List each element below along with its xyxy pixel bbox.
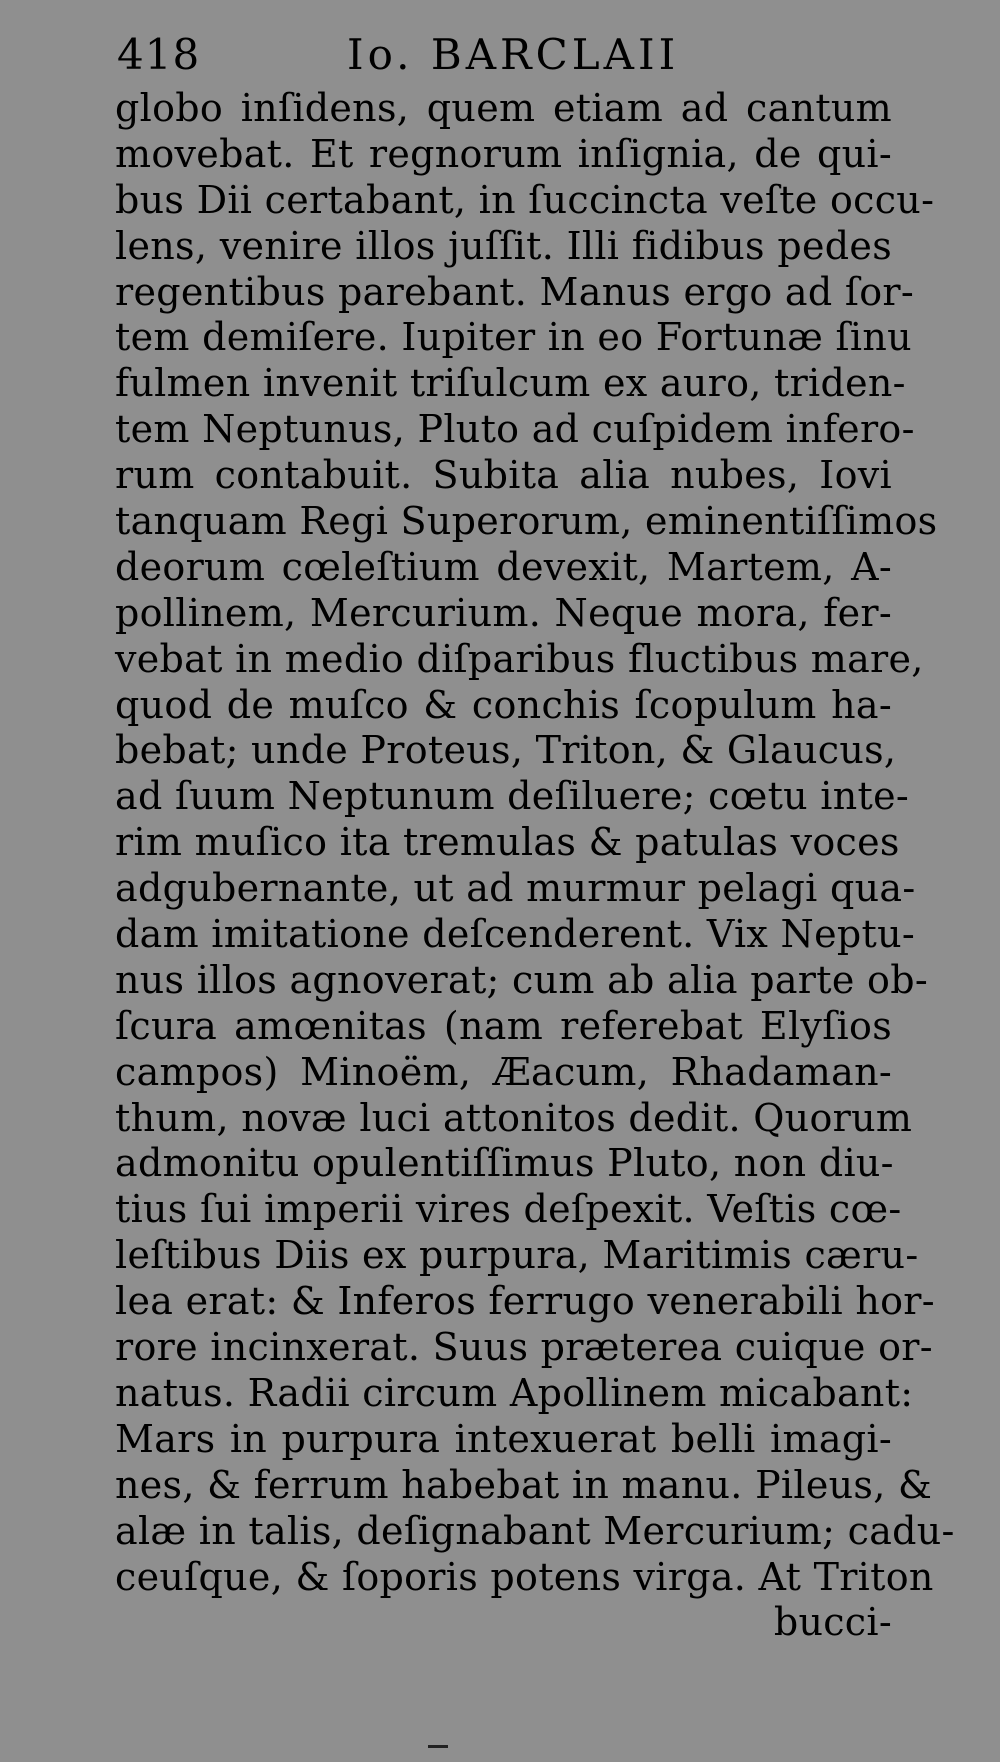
body-text [115,86,955,1646]
text-line: campos) Minoëm, Æacum, Rhadaman- [115,1049,892,1094]
text-line: tem Neptunus, Pluto ad cuſpidem infero- [115,407,915,452]
text-line: lens, venire illos juſſit. Illi fidibus pedes [115,223,892,268]
text-line: bebat; unde Proteus, Triton, & Glaucus, [115,728,897,773]
text-line: movebat. Et regnorum inſignia, de qui- [115,131,892,176]
text-line: quod de muſco & conchis ſcopulum ha- [115,682,892,727]
text-line: Mars in purpura intexuerat belli imagi- [115,1416,892,1461]
running-head: Io. BARCLAII [347,30,680,79]
page-header [117,30,857,80]
text-line: leſtibus Diis ex purpura, Maritimis cæru- [115,1233,919,1278]
text-line: bus Dii certabant, in ſuccincta veſte occu- [115,177,935,222]
text-line: fulmen invenit triſulcum ex auro, triden- [115,361,906,406]
text-line: alæ in talis, deſignabant Mercurium; cadu- [115,1508,955,1553]
text-line: deorum cœleſtium devexit, Martem, A- [115,544,892,589]
text-line: tanquam Regi Superorum, eminentiſſimos [115,499,938,544]
catchword: bucci- [773,1600,892,1645]
text-line: regentibus parebant. Manus ergo ad ſor- [115,269,914,314]
text-line: admonitu opulentiſſimus Pluto, non diu- [115,1141,894,1186]
text-line: tem demiſere. Iupiter in eo Fortunæ ſinu [115,315,912,360]
text-line: natus. Radii circum Apollinem micabant: [115,1370,914,1415]
scan-artifact [428,1745,448,1748]
text-line: rum contabuit. Subita alia nubes, Iovi [115,453,892,498]
text-line: pollinem, Mercurium. Neque mora, fer- [115,590,892,635]
text-line: rore incinxerat. Suus præterea cuique or- [115,1325,933,1370]
text-line: thum, novæ luci attonitos dedit. Quorum [115,1095,913,1140]
text-line: ſcura amœnitas (nam referebat Elyſios [115,1003,892,1048]
text-line: nus illos agnoverat; cum ab alia parte ob- [115,957,928,1002]
text-line: tius ſui imperii vires deſpexit. Veſtis cœ- [115,1187,902,1232]
text-line: lea erat: & Inferos ferrugo venerabili hor- [115,1279,935,1324]
text-line: nes, & ferrum habebat in manu. Pileus, & [115,1462,933,1507]
page-number: 418 [117,30,201,79]
text-line: adgubernante, ut ad murmur pelagi qua- [115,866,916,911]
text-line: globo inſidens, quem etiam ad cantum [115,86,892,130]
text-line: rim muſico ita tremulas & patulas voces [115,820,900,865]
text-line: ad ſuum Neptunum deſiluere; cœtu inte- [115,774,910,819]
text-line: dam imitatione deſcenderent. Vix Neptu- [115,912,915,957]
text-line: vebat in medio diſparibus fluctibus mare, [115,636,924,681]
text-line: ceuſque, & ſoporis potens virga. At Triton [115,1554,934,1599]
